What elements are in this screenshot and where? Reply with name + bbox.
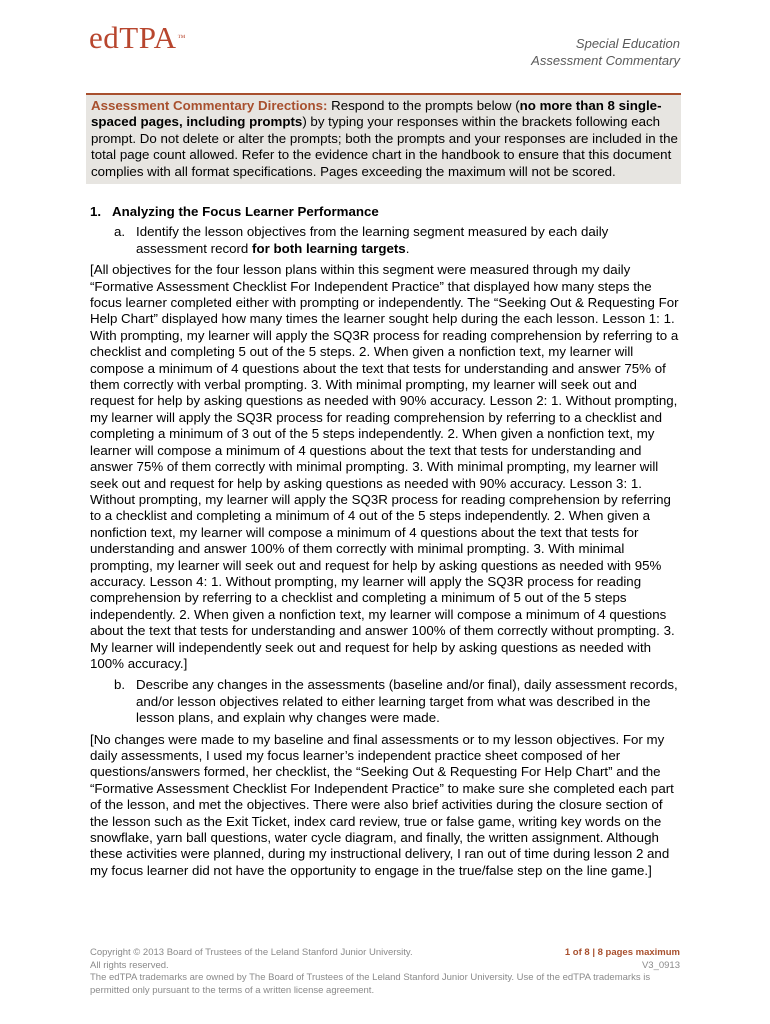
directions-box: Assessment Commentary Directions: Respond to the prompts below (no more than 8 single-spaced pages, including prompts) by typing your responses within the brackets following each prompt. Do not delete or alter the prompts; both the prompts and your responses are included in the total page count allowed. Refer to the evidence chart in the handbook to ensure that this document complies with all format specifications. Pages exceeding the maximum will not be scored. bbox=[86, 93, 681, 184]
subject-label: Special Education bbox=[575, 36, 680, 51]
document-title: Assessment Commentary bbox=[531, 53, 680, 68]
directions-lead: Assessment Commentary Directions: bbox=[91, 98, 328, 113]
edtpa-logo: edTPA™ bbox=[89, 20, 186, 55]
section-heading: 1. Analyzing the Focus Learner Performance bbox=[90, 204, 379, 219]
copyright-text: Copyright © 2013 Board of Trustees of the Leland Stanford Junior University. bbox=[90, 947, 413, 958]
trademark-notice: The edTPA trademarks are owned by The Board of Trustees of the Leland Stanford Junior University. Use of the edTPA trademarks is permitted only pursuant to the terms of a written license agreement. bbox=[90, 972, 651, 996]
commentary-body bbox=[90, 204, 680, 884]
rights-text: All rights reserved. bbox=[90, 959, 169, 971]
prompt-b: b. Describe any changes in the assessments (baseline and/or final), daily assessment records, and/or lesson objectives related to either learning target from what was described in the lesson plans, and explain why changes were made. bbox=[114, 677, 678, 726]
page-limit-note: no more than 8 single-spaced pages, including prompts bbox=[91, 98, 662, 130]
response-b[interactable]: [No changes were made to my baseline and final assessments or to my lesson objectives. For my daily assessments, I used my focus learner’s independent practice sheet composed of her questions/answers formed, her checklist, the “Seeking Out & Requesting For Help Chart” and the “Formative Assessment Checklist For Independent Practice” to make sure she completed each part of the lesson, and met the objectives. There were also brief activities during the closure section of the lesson such as the Exit Ticket, index card review, true or false game, writing key words on the snowflake, yarn ball questions, water cycle diagram, and finally, the written assignment. Although these activities were planned, during my instructional delivery, I ran out of time during lesson 2 and my focus learner did not have the opportunity to engage in the true/false step on the line game.] bbox=[90, 731, 674, 878]
version-label: V3_0913 bbox=[641, 959, 680, 971]
prompt-a: a. Identify the lesson objectives from the learning segment measured by each daily assessment record for both learning targets. bbox=[114, 224, 609, 256]
response-a[interactable]: [All objectives for the four lesson plans within this segment were measured through my daily “Formative Assessment Checklist For Independent Practice” that displayed how many steps the focus learner completed either with prompting or independently. The “Seeking Out & Requesting For Help Chart” displayed how many times the learner sought help during the each lesson. Lesson 1: 1. With prompting, my learner will apply the SQ3R process for reading comprehension by referring to a checklist and completing 5 out of the 5 steps. 2. When given a nonfiction text, my learner will compose a minimum of 4 questions about the text that tests for understanding and answer 75% of them correctly with verbal prompting. 3. With minimal prompting, my learner will seek out and request for help by asking questions as needed with 90% accuracy. Lesson 2: 1. Without prompting, my learner will apply the SQ3R process for reading comprehension by referring to a checklist and completing a minimum of 3 out of the 5 steps independently. 2. When given a nonfiction text, my learner will compose a minimum of 4 questions about the text that tests for understanding and answer 75% of them correctly with minimal prompting. 3. With minimal prompting, my learner will seek out and request for help by asking questions as needed with 90% accuracy. Lesson 3: 1. Without prompting, my learner will apply the SQ3R process for reading comprehension by referring to a checklist and completing a minimum of 4 out of the 5 steps independently. 2. When given a nonfiction text, my learner will compose a minimum of 4 questions about the text that tests for understanding and answer 100% of them correctly with minimal prompting. 3. With minimal prompting, my learner will seek out and request for help by asking questions as needed with 95% accuracy. Lesson 4: 1. Without prompting, my learner will apply the SQ3R process for reading comprehension by referring to a checklist and completing a minimum of 5 out of the 5 steps independently. 2. When given a nonfiction text, my learner will compose a minimum of 4 questions about the text that tests for understanding and answer 100% of them correctly without prompting. 3. My learner will independently seek out and request for help by asking questions as needed with 100% accuracy.] bbox=[90, 262, 679, 671]
page-count: 1 of 8 | 8 pages maximum bbox=[564, 947, 680, 958]
page-footer bbox=[90, 947, 680, 997]
document-header bbox=[531, 35, 680, 69]
